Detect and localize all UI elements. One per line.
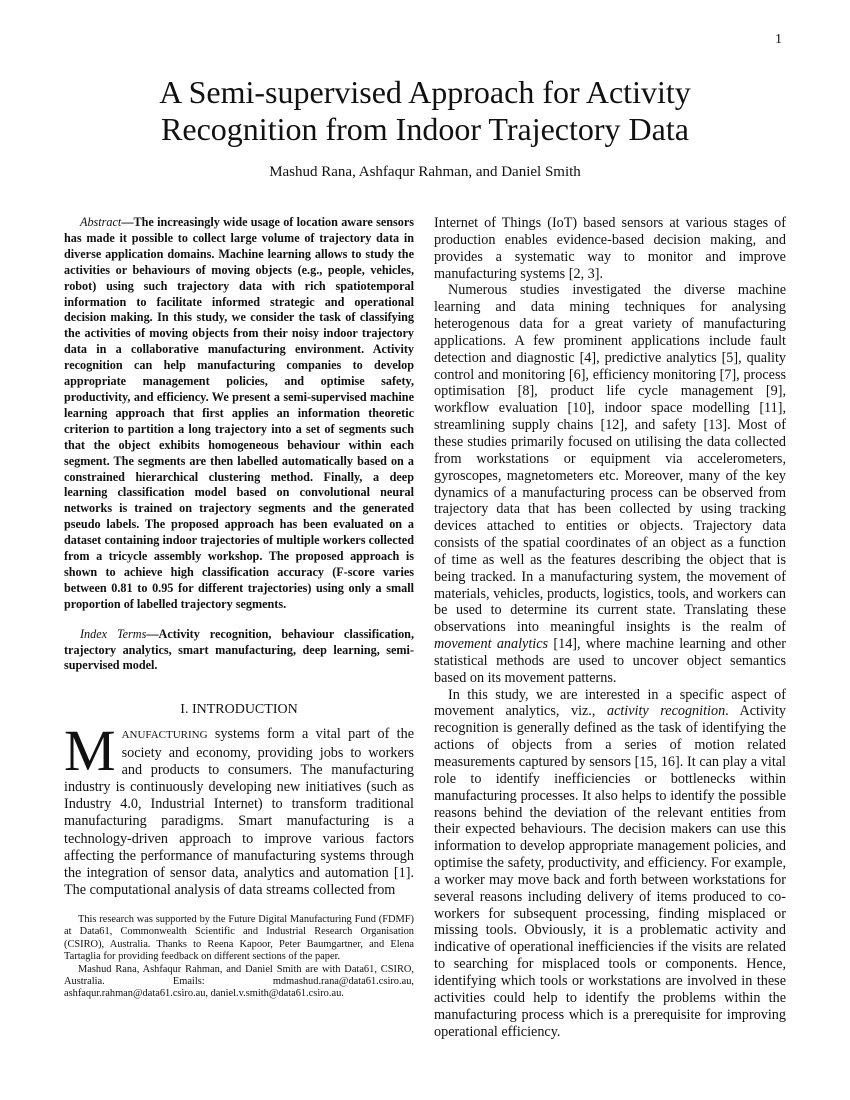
intro-text: systems form a vital part of the society and economy, providing jobs to workers and products to consumers. The manufacturing industry is continuously developing new initiatives (such as Industry 4.0, Industrial Internet) to transform traditional manufacturing paradigms. Smart manufacturing is a technology-driven approach to improve various factors affecting the performance of manufacturing systems through the integration of sensor data, analytics and automation [1]. The computational analysis of data streams collected from xyxy=(64,726,414,899)
drop-cap: M xyxy=(64,718,116,784)
abstract-text: —The increasingly wide usage of location aware sensors has made it possible to collect large volume of trajectory data in diverse application domains. Machine learning allows to study the activities or behaviours of moving objects (e.g., people, vehicles, robot) using such trajectory data with rich spatiotemporal information to facilitate informed strategic and operational decision making. In this study, we consider the task of classifying the activities of moving objects from their noisy indoor trajectory data in a collaborative manufacturing environment. Activity recognition can help manufacturing companies to develop appropriate management policies, and optimise safety, productivity, and efficiency. We present a semi-supervised machine learning approach that first applies an information theoretic criterion to partition a long trajectory into a set of segments such that the object exhibits homogeneous behaviour within each segment. The segments are then labelled automatically based on a constrained hierarchical clustering method. Finally, a deep learning classification model based on convolutional neural networks is trained on trajectory segments and the generated pseudo labels. The proposed approach has been evaluated on a dataset containing indoor trajectories of multiple workers collected from a tricycle assembly workshop. The proposed approach is shown to achieve high classification accuracy (F-score varies between 0.81 to 0.95 for different trajectories) using only a small proportion of labelled trajectory segments. xyxy=(64,215,414,611)
body-p2-italic: movement analytics xyxy=(434,636,549,653)
index-terms-label: Index Terms xyxy=(80,626,147,641)
paper-title xyxy=(0,74,850,148)
right-column xyxy=(434,215,786,1040)
page-number: 1 xyxy=(775,32,782,47)
abstract-label: Abstract xyxy=(80,215,122,229)
title-line-1: A Semi-supervised Approach for Activity xyxy=(159,74,691,110)
body-p2-text-a: Numerous studies investigated the diverse machine learning and data mining techniques for analysing heterogenous data for a great variety of manufacturing applications. A few prominent applications include fault detection and diagnostic [4], predictive analytics [5], quality control and monitoring [6], efficiency monitoring [7], process optimisation [8], product life cycle management [9], workflow evaluation [10], indoor space modelling [11], streamlining supply chains [12], and safety [13]. Most of these studies primarily focused on utilising the data collected from workstations or equipment via accelerometers, gyroscopes, magnetometers etc. Moreover, many of the key dynamics of a manufacturing process can be observed from trajectory data that has been collected by using tracking devices attached to entities or objects. Trajectory data consists of the spatial coordinates of an object as a function of time as well as the features describing the object that is being tracked. In a manufacturing system, the movement of materials, vehicles, products, logistics, tools, and workers can be used to determine its current state. Translating these observations into meaningful insights is the realm of xyxy=(434,282,786,636)
body-paragraph-1: Internet of Things (IoT) based sensors at various stages of production enables evidence-based decision making, and provides a systematic way to monitor and improve manufacturing systems [2, 3]. xyxy=(434,215,786,282)
author-list: Mashud Rana, Ashfaqur Rahman, and Daniel Smith xyxy=(269,164,581,180)
left-column xyxy=(64,215,414,899)
body-p3-text-a: In this study, we are interested in a specific aspect of movement analytics, viz., xyxy=(434,686,786,720)
footnote-affiliation: Mashud Rana, Ashfaqur Rahman, and Daniel Smith are with Data61, CSIRO, Australia. Emails: mdmashud.rana@data61.csiro.au, ashfaqur.rahman@data61.csiro.au, daniel.v.smith@data61.csiro.au. xyxy=(64,963,414,1000)
section-heading-introduction: I. INTRODUCTION xyxy=(180,702,298,718)
index-terms xyxy=(64,627,414,675)
footnote-area xyxy=(64,914,414,1001)
introduction-paragraph xyxy=(64,718,414,899)
body-p3-italic: activity recognition xyxy=(606,703,726,720)
footnote-funding: This research was supported by the Future Digital Manufacturing Fund (FDMF) at Data61, Commonwealth Scientific and Industrial Research Organisation (CSIRO), Australia. Thanks to Reena Kapoor, Peter Baumgartner, and Elena Tartaglia for providing feedback on different sections of the paper. xyxy=(64,914,414,963)
index-terms-text: —Activity recognition, behaviour classification, trajectory analytics, smart manufacturing, deep learning, semi-supervised model. xyxy=(64,626,415,673)
body-paragraph-2 xyxy=(434,282,786,686)
body-p2-text-b: [14], where machine learning and other statistical methods are used to uncover object semantics based on its movement patterns. xyxy=(434,636,786,686)
title-line-2: Recognition from Indoor Trajectory Data xyxy=(161,111,689,147)
intro-smallcaps: ANUFACTURING xyxy=(121,729,208,742)
body-paragraph-3 xyxy=(434,687,786,1041)
body-p3-text-b: . Activity recognition is generally defined as the task of identifying the actions of objects from a series of motion related measurements captured by sensors [15, 16]. It can play a vital role to identify inefficiencies or bottlenecks within manufacturing processes. It also helps to identify the possible reasons behind the deviation of the relevant entities from their expected behaviours. The decision makers can use this information to develop appropriate management policies, and optimise the safety, productivity, and efficiency. For example, a worker may move back and forth between workstations for several reasons including delivery of items produced to co-workers for subsequent processing, finding misplaced or missing tools. Obviously, it is a problematic activity and indicative of operational inefficiencies if the visits are related to searching for misplaced tools or components. Hence, identifying which tools or workstations are involved in these activities could help to identify the problems within the manufacturing process which is a prerequisite for improving operational efficiency. xyxy=(434,703,786,1040)
abstract xyxy=(64,215,414,613)
